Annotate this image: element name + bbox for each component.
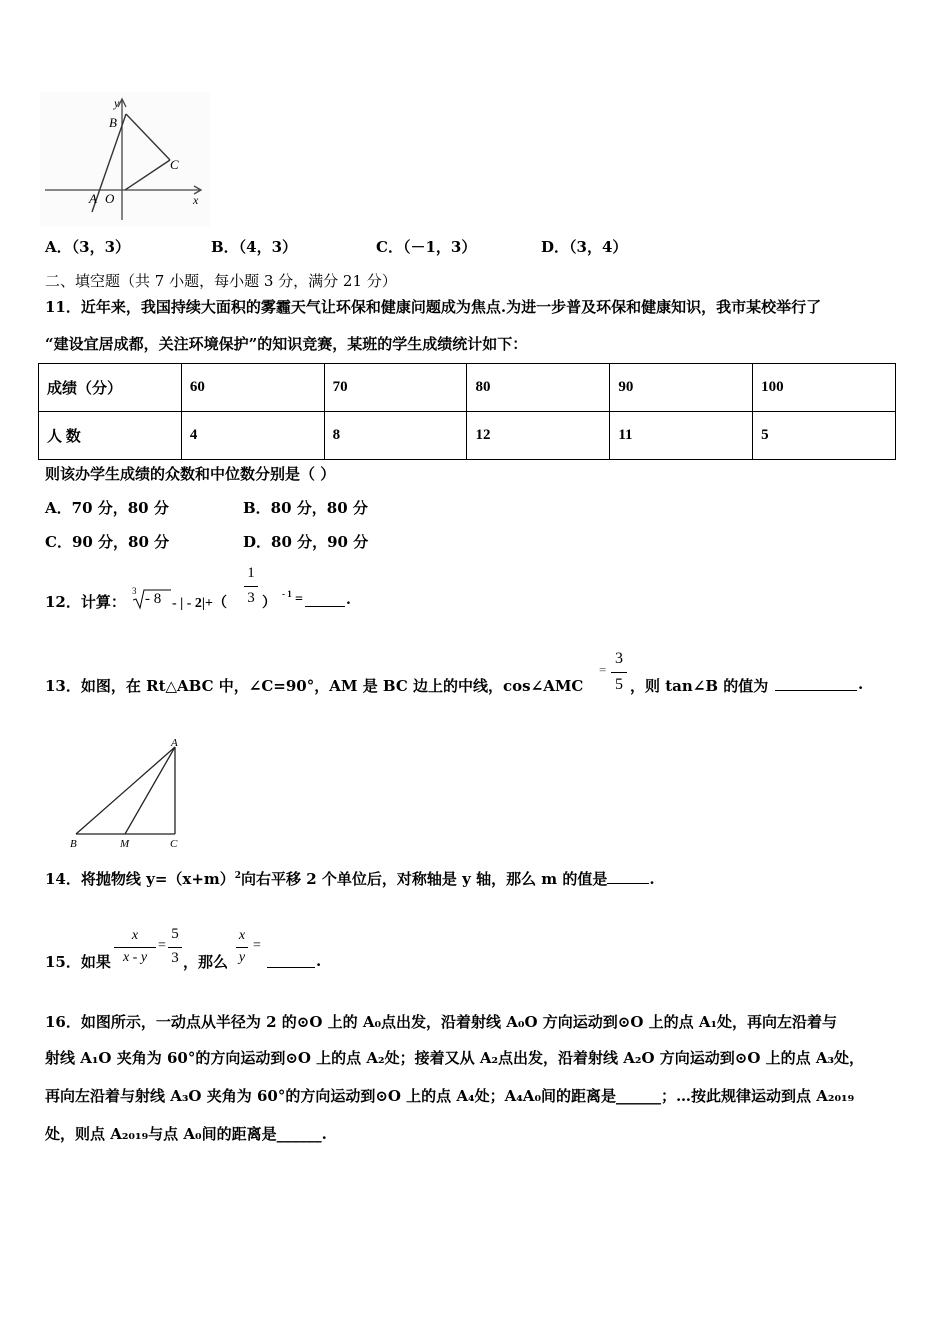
label-a: A [171, 737, 178, 749]
q13-frac-line [611, 672, 627, 673]
q15-f1-den: x - y [122, 950, 148, 965]
q11-option-c[interactable]: C．90 分，80 分 [45, 533, 170, 551]
score-table [38, 363, 896, 460]
section-heading: 二、填空题（共 7 小题，每小题 3 分，满分 21 分） [45, 272, 397, 290]
q10-option-a[interactable]: A．（3，3） [45, 238, 131, 256]
q14-end: . [649, 870, 655, 888]
table-cell: 60 [181, 364, 324, 412]
q12-expression: - | - 2|+（ [172, 596, 227, 611]
q12-answer-blank[interactable] [305, 606, 345, 607]
q16-line1: 16．如图所示，一动点从半径为 2 的⊙O 上的 A₀点出发，沿着射线 A₀O 方向运动到⊙O 上的点 A₁处，再向左沿着与 [45, 1013, 838, 1031]
table-cell: 8 [324, 412, 467, 460]
q11-option-d[interactable]: D．80 分，90 分 [243, 533, 369, 551]
figure-background [40, 92, 210, 227]
q13-tail: ，则 tan∠B 的值为 [630, 677, 769, 695]
q12-exponent: - 1 [282, 589, 292, 599]
q12-equals: = [295, 592, 303, 607]
q10-option-b[interactable]: B．（4，3） [211, 238, 298, 256]
table-cell: 90 [610, 364, 753, 412]
q12-prefix: 12．计算： [45, 593, 126, 611]
q10-option-c[interactable]: C．（－1，3） [376, 238, 477, 256]
q16-line3: 再向左沿着与射线 A₃O 夹角为 60°的方向运动到⊙O 上的点 A₄处；A₄A₀间的距离是______；…按此规律运动到点 A₂₀₁₉ [45, 1087, 855, 1105]
q12-frac-line [244, 586, 258, 587]
segment-am [125, 747, 175, 834]
label-a: A [89, 191, 97, 206]
q12-frac-den: 3 [247, 590, 255, 606]
q12-root-index: 3 [132, 586, 137, 596]
coordinate-figure [40, 92, 210, 227]
q13-end: . [858, 675, 864, 693]
q15-f2-num: 5 [171, 926, 179, 942]
q15-equals-2: = [253, 938, 261, 953]
q14-answer-blank[interactable] [607, 883, 649, 884]
q14-text [45, 868, 655, 889]
q15-f1-line [114, 947, 156, 948]
q14-text-main: 14．将抛物线 y=（x+m） [45, 870, 235, 888]
q15-f1-num: x [131, 928, 139, 943]
label-c: C [170, 838, 178, 850]
q13-text: 13．如图，在 Rt△ABC 中，∠C=90°，AM 是 BC 边上的中线，cos∠AMC [45, 677, 584, 695]
table-cell: 11 [610, 412, 753, 460]
label-b: B [109, 115, 117, 130]
q11-line1: 11．近年来，我国持续大面积的雾霾天气让环保和健康问题成为焦点.为进一步普及环保和健康知识，我市某校举行了 [45, 298, 822, 316]
q10-option-d[interactable]: D．（3，4） [541, 238, 628, 256]
q15-f2-line [168, 947, 182, 948]
q13-frac-num: 3 [615, 650, 623, 667]
label-x: x [193, 193, 199, 207]
q15-f3-den: y [238, 950, 246, 965]
table-cell: 5 [753, 412, 896, 460]
table-cell: 80 [467, 364, 610, 412]
table-row [39, 364, 896, 412]
q15-mid: ，那么 [183, 953, 229, 971]
q15-f2-den: 3 [171, 950, 179, 966]
table-row [39, 412, 896, 460]
q15-prefix: 15．如果 [45, 953, 111, 971]
q11-option-b[interactable]: B．80 分，80 分 [243, 499, 368, 517]
q16-line2: 射线 A₁O 夹角为 60°的方向运动到⊙O 上的点 A₂处；接着又从 A₂点出发，沿着射线 A₂O 方向运动到⊙O 上的点 A₃处， [45, 1049, 865, 1067]
q13-equals: = [599, 662, 607, 677]
q16-line4: 处，则点 A₂₀₁₉与点 A₀间的距离是______. [45, 1125, 327, 1143]
table-cell: 100 [753, 364, 896, 412]
q12-end: . [346, 592, 351, 608]
q15-equals: = [158, 938, 166, 953]
label-o: O [105, 191, 115, 206]
table-cell: 4 [181, 412, 324, 460]
table-cell: 人 数 [39, 412, 182, 460]
table-cell: 12 [467, 412, 610, 460]
table-cell: 成绩（分） [39, 364, 182, 412]
label-y: y [114, 96, 120, 110]
q13-frac-den: 5 [615, 676, 623, 693]
label-c: C [170, 157, 179, 172]
q11-question: 则该办学生成绩的众数和中位数分别是（ ） [45, 465, 336, 483]
q11-option-a[interactable]: A．70 分，80 分 [45, 499, 169, 517]
q15-f3-num: x [238, 928, 246, 943]
q12-frac-num: 1 [247, 565, 255, 581]
q13-answer-blank[interactable] [775, 690, 857, 691]
q15-f3-line [236, 947, 248, 948]
label-m: M [120, 838, 130, 850]
q14-sup: 2 [234, 871, 242, 881]
triangle-figure [62, 733, 192, 851]
segment-ab [76, 747, 175, 834]
q15-end: . [316, 952, 322, 970]
q15-answer-blank[interactable] [267, 967, 315, 968]
q12-radicand: - 8 [145, 591, 162, 607]
q11-line2: “建设宜居成都，关注环境保护”的知识竞赛，某班的学生成绩统计如下： [45, 335, 528, 353]
label-b: B [70, 838, 77, 850]
table-cell: 70 [324, 364, 467, 412]
q14-text-tail: 向右平移 2 个单位后，对称轴是 y 轴，那么 m 的值是 [241, 870, 608, 888]
q12-close-paren: ） [262, 596, 276, 611]
